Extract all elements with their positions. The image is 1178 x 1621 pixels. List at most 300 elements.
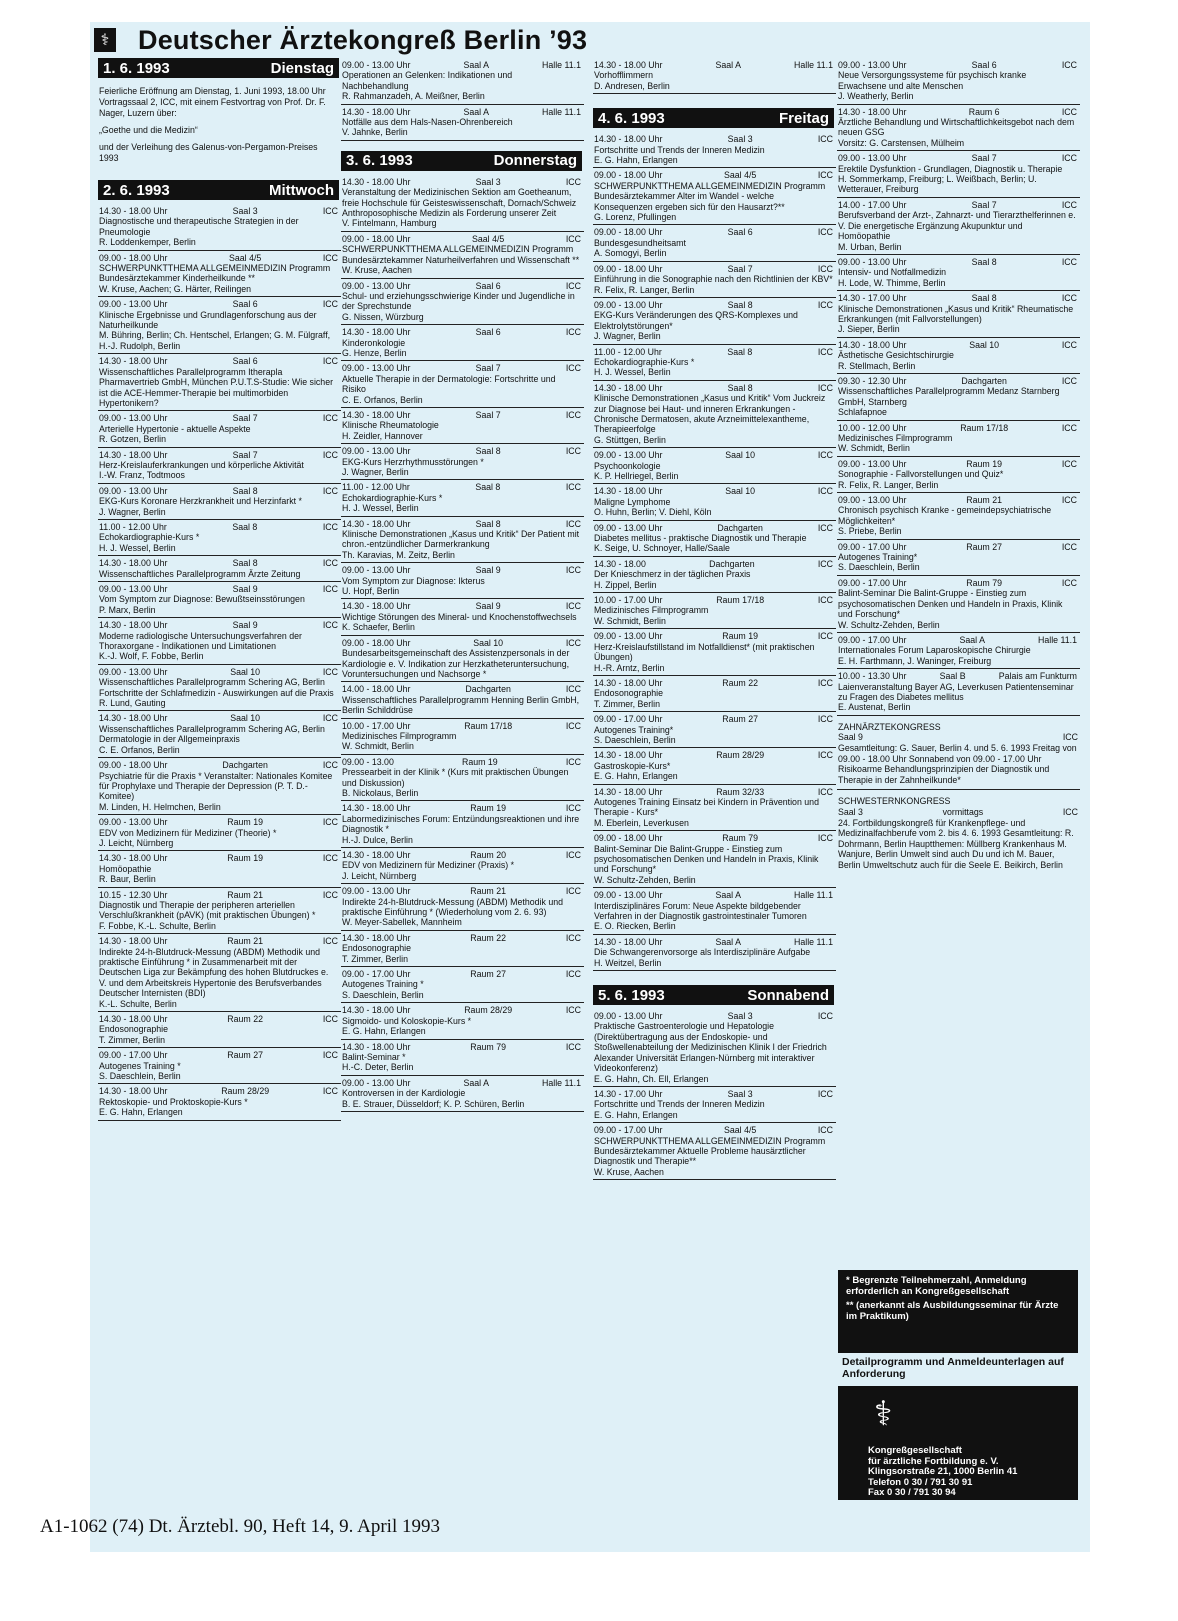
event-time-room-row [594,937,833,947]
event-room: Raum 27 [966,541,1002,552]
event-venue: ICC [322,558,338,569]
event-venue: ICC [565,565,581,576]
event-time-room-row [342,60,581,70]
event-time-room-row [838,107,1077,117]
event-title: Moderne radiologische Untersuchungsverfahren der Thoraxorgane - Indikationen und Limitationen [99,630,302,652]
event-entry [837,374,1080,421]
event-room: Saal 4/5 [229,252,262,263]
event-venue: ICC [817,786,833,797]
event-venue: ICC [817,486,833,497]
event-title: Diagnostische und therapeutische Strategien in der Pneumologie [99,216,299,237]
event-time-room-row [594,134,833,144]
event-room: Raum 79 [470,1041,506,1052]
event-time-room-row [99,253,338,263]
event-time-room-row [342,410,581,420]
event-room: Saal 8 [475,518,501,529]
registration-notice [838,1270,1078,1353]
event-time: 09.00 - 13.00 Uhr [594,450,663,461]
event-list [593,132,836,971]
event-title: Vom Symptom zur Diagnose: Bewußtseinsstörungen [99,594,305,605]
event-title: EKG-Kurs Veränderungen des QRS-Komplexes und Elektrolytstörungen* [594,310,798,331]
event-venue: ICC [817,631,833,642]
event-speaker: I.-W. Franz, Todtmoos [99,470,185,481]
event-time: 09.00 - 13.00 Uhr [594,1011,663,1022]
event-time: 14.00 - 17.00 Uhr [838,199,907,210]
event-entry [341,755,584,802]
event-venue: ICC [1061,375,1077,386]
event-room: Saal 3 [727,1088,753,1099]
event-room: Raum 17/18 [464,720,513,731]
event-entry [837,255,1080,291]
event-speaker: R. Rahmanzadeh, A. Meißner, Berlin [342,91,485,102]
event-time: 14.30 - 18.00 Uhr [99,1014,168,1025]
event-entry [837,198,1080,255]
event-speaker: M. Linden, H. Helmchen, Berlin [99,801,221,812]
event-venue: ICC [817,382,833,393]
event-speaker: E. O. Riecken, Berlin [594,921,676,932]
event-time-room-row [594,750,833,760]
event-speaker: C. E. Orfanos, Berlin [99,744,180,755]
day-date: 4. 6. 1993 [598,109,665,127]
event-room: Saal 10 [473,637,504,648]
event-entry [341,719,584,755]
event-title: Balint-Seminar * [342,1051,406,1062]
event-room: Raum 19 [227,853,263,864]
event-room: Saal A [463,106,489,117]
event-venue: ICC [322,1086,338,1097]
event-title: EKG-Kurs Koronare Herzkrankheit und Herzinfarkt * [99,496,302,507]
event-room: Raum 21 [227,889,263,900]
event-venue: Halle 11.1 [542,60,581,70]
event-time: 09.00 - 18.00 Uhr [99,760,168,771]
event-room: Raum 27 [470,969,506,980]
event-time-room-row [342,1078,581,1088]
event-speaker: S. Daeschlein, Berlin [838,562,920,573]
event-time-room-row [838,542,1077,552]
event-title: Einführung in die Sonographie nach den Richtlinien der KBV* [594,274,833,285]
event-time: 14.00 - 18.00 Uhr [342,684,411,695]
event-room: Saal 4/5 [724,1125,757,1136]
event-speaker: M. Urban, Berlin [838,241,902,252]
event-speaker: R. Baur, Berlin [99,874,156,885]
event-time: 14.30 - 18.00 Uhr [99,936,168,947]
event-title: Ästhetische Gesichtschirurgie [838,350,954,361]
event-speaker: H.-R. Arntz, Berlin [594,662,665,673]
event-time: 09.00 - 18.00 Uhr [342,233,411,244]
event-speaker: J. Wagner, Berlin [99,506,166,517]
event-venue: ICC [1061,541,1077,552]
organizer-logo-icon: ⚕ [874,1394,893,1434]
event-time-room-row [99,1086,338,1096]
event-time-room-row [99,356,338,366]
event-room: Raum 22 [470,932,506,943]
event-entry [837,669,1080,716]
event-time-room-row [99,522,338,532]
event-time-room-row [99,853,338,863]
event-title: Wissenschaftliches Parallelprogramm Ärzte Zeitung [99,568,301,579]
event-speaker: Schlafapnoe [838,407,887,418]
event-title: Klinische Rheumatologie [342,420,439,431]
event-title: Aktuelle Therapie in der Dermatologie: Fortschritte und Risiko [342,373,556,395]
event-speaker: G. Nissen, Würzburg [342,311,424,322]
event-time: 14.30 - 18.00 Uhr [594,750,663,761]
event-title: Fortschritte und Trends der Inneren Medizin [594,1099,765,1110]
event-venue: ICC [322,713,338,724]
event-room: Saal 8 [727,299,753,310]
event-room: Raum 32/33 [716,786,765,797]
event-entry [341,848,584,884]
event-venue: ICC [817,595,833,606]
event-title: Der Knieschmerz in der täglichen Praxis [594,569,751,580]
event-venue: ICC [322,889,338,900]
event-time-room-row [594,890,833,900]
event-room: Raum 20 [470,850,506,860]
dental-congress-title: ZAHNÄRZTEKONGRESS [838,721,941,732]
event-venue: ICC [1061,293,1077,304]
event-speaker: H.-J. Dulce, Berlin [342,834,413,845]
event-venue: ICC [565,969,581,980]
event-time: 14.30 - 17.00 Uhr [838,293,907,304]
event-speaker: H. J. Wessel, Berlin [594,367,671,378]
event-speaker: E. G. Hahn, Erlangen [594,1109,678,1120]
event-venue: ICC [322,936,338,947]
event-room: Saal 10 [969,339,1000,350]
event-entry [98,204,341,251]
organizer-street: Klingsorstraße 21, 1000 Berlin 41 [868,1466,1018,1477]
event-room: Raum 19 [966,458,1002,469]
event-time-room-row [99,936,338,946]
event-title: Erektile Dysfunktion - Grundlagen, Diagnostik u. Therapie [838,163,1063,174]
event-entry [341,1040,584,1076]
dental-congress [837,716,1080,791]
event-time: 14.30 - 18.00 Uhr [594,60,663,70]
event-speaker: R. Felix, R. Langer, Berlin [594,284,695,295]
event-venue: ICC [1061,458,1077,469]
event-time: 11.00 - 12.00 Uhr [342,482,410,493]
event-entry [98,354,341,411]
event-speaker: S. Priebe, Berlin [838,526,902,537]
event-entry [341,884,584,931]
event-entry [341,444,584,480]
event-speaker: J. Leicht, Nürnberg [342,870,417,881]
event-entry [341,517,584,564]
event-speaker: S. Daeschlein, Berlin [99,1071,181,1082]
dental-congress-room-row [838,732,1078,743]
event-entry [341,279,584,326]
event-entry [341,563,584,599]
event-room: Raum 19 [227,817,263,828]
event-time-room-row [838,60,1077,70]
event-speaker: J. Wagner, Berlin [594,331,661,342]
event-time: 14.30 - 18.00 Uhr [342,409,411,420]
event-list [98,204,341,1121]
event-venue: ICC [565,327,581,338]
event-speaker: K.-J. Wolf, F. Fobbe, Berlin [99,651,204,662]
event-title: Homöopathie [99,863,152,874]
nursing-congress-details: 24. Fortbildungskongreß für Krankenpflege- und Medizinalfachberufe vom 2. bis 4. 6. 1993 Gesamtleitung: R. Dohrmann, Berlin Hauptthemen: Müllberg Krankenhaus M. Wanjure, Berlin Umwelt sind auch Du und ich M. Bauer, Berlin Umweltschutz auch für die Seele E. Beikirch, Berlin [838,817,1074,870]
event-time: 14.30 - 18.00 Uhr [342,518,411,529]
event-time-room-row [99,713,338,723]
opening-info [98,82,341,180]
event-entry [341,1003,584,1039]
event-speaker: K. Schaefer, Berlin [342,622,415,633]
event-time-room-row [594,787,833,797]
event-venue: ICC [817,263,833,274]
event-entry [98,484,341,520]
event-time-room-row [99,890,338,900]
event-time: 09.00 - 17.00 Uhr [594,714,663,725]
event-time-room-row [594,1125,833,1135]
event-time-room-row [594,833,833,843]
event-time-room-row [594,1089,833,1099]
event-speaker: J. Leicht, Nürnberg [99,837,174,848]
day-date: 2. 6. 1993 [103,181,170,199]
event-time-room-row [838,635,1077,645]
event-room: Dachgarten [222,760,268,771]
event-room: Saal 7 [727,263,753,274]
event-title: Autogenes Training * [99,1060,181,1071]
event-time: 14.30 - 18.00 Uhr [99,558,168,569]
event-time-room-row [342,601,581,611]
event-room: Dachgarten [709,558,755,569]
event-venue: Palais am Funkturm [998,671,1077,682]
nursing-congress-title: SCHWESTERNKONGRESS [838,796,951,807]
event-venue: Halle 11.1 [542,106,581,117]
event-room: Saal A [715,60,741,70]
event-time-room-row [838,153,1077,163]
event-entry [837,576,1080,633]
event-room: Saal 9 [232,584,258,594]
event-venue: ICC [322,620,338,631]
event-venue: ICC [817,558,833,569]
event-entry [98,888,341,935]
event-time-room-row [838,423,1077,433]
event-venue: ICC [322,817,338,828]
event-room: Raum 79 [722,833,758,844]
event-title: Indirekte 24-h-Blutdruck-Messung (ABDM) Methodik und praktische Einführung * in Zusammenarbeit mit der Deutschen Liga zur Bekämpfung des hohen Blutdruckes e. V. und dem Arbeitskreis Hypertonie des Berufsverbandes Deutscher Internisten (BDI) [99,946,329,999]
event-speaker: R. Gotzen, Berlin [99,434,166,445]
event-entry [593,168,836,225]
event-time: 09.00 - 13.00 Uhr [99,485,168,496]
event-time-room-row [342,327,581,337]
event-speaker: J. Weatherly, Berlin [838,91,914,102]
event-speaker: S. Daeschlein, Berlin [594,734,676,745]
event-time-room-row [99,299,338,309]
event-venue: Halle 11.1 [794,60,833,70]
event-title: Balint-Seminar Die Balint-Gruppe - Einstieg zum psychosomatischen Denken und Handeln in Praxis, Klinik und Forschung* [594,843,819,875]
event-time: 14.30 - 18.00 Uhr [594,382,663,393]
event-time: 09.00 - 17.00 Uhr [99,1050,168,1061]
event-time: 09.00 - 13.00 Uhr [99,584,168,594]
event-room: Saal 7 [971,199,997,210]
event-room: Raum 17/18 [716,595,765,606]
organizer-phone: Telefon 0 30 / 791 30 91 [868,1476,973,1488]
event-time: 10.00 - 17.00 Uhr [342,720,411,731]
event-time: 14.30 - 18.00 Uhr [342,601,411,612]
event-title: Endosonographie [342,943,411,954]
event-list [341,175,584,1112]
event-time: 14.30 - 18.00 Uhr [594,677,663,688]
event-room: Saal A [959,634,985,645]
opening-award: und der Verleihung des Galenus-von-Pergamon-Preises 1993 [99,142,318,163]
event-room: Saal A [715,890,741,901]
event-speaker: K. P. Hellriegel, Berlin [594,471,679,481]
event-room: Raum 22 [722,677,758,688]
event-room: Raum 27 [722,714,758,725]
event-entry [593,345,836,381]
event-room: Raum 21 [470,886,506,897]
event-time: 09.00 - 13.00 Uhr [838,495,907,506]
column-2 [341,58,584,1112]
event-time: 09.00 - 18.00 Uhr [594,170,663,181]
event-list [341,58,584,141]
event-venue: ICC [565,446,581,457]
event-venue: ICC [565,233,581,244]
event-title: Echokardiographie-Kurs * [342,492,443,503]
event-venue: ICC [565,932,581,943]
event-entry [593,521,836,557]
event-room: Raum 28/29 [716,750,765,761]
page-title: Deutscher Ärztekongreß Berlin ’93 [138,24,588,55]
event-room: Saal 6 [475,327,501,338]
event-speaker: H. J. Wessel, Berlin [342,503,419,514]
event-title: Herz-Kreislaufstillstand im Notfalldienst* (mit praktischen Übungen) [594,641,815,663]
nursing-congress [837,790,1080,874]
event-entry [593,1009,836,1087]
event-title: Klinische Demonstrationen „Kasus und Kritik“ Vom Juckreiz zur Diagnose bei Haut- und inneren Erkrankungen - Chronische Dermatosen, akute Arzneimittelexantheme, Therapieerfolge [594,393,826,435]
event-time-room-row [594,523,833,533]
event-speaker: T. Zimmer, Berlin [342,953,408,964]
event-time: 14.30 - 18.00 Uhr [342,106,411,117]
event-time: 14.30 - 18.00 Uhr [342,1041,411,1052]
event-speaker: R. Stellmach, Berlin [838,360,916,371]
event-room: Dachgarten [465,684,511,695]
event-room: Saal 9 [475,565,501,576]
event-venue: ICC [565,482,581,493]
event-venue: ICC [817,833,833,844]
event-time: 09.00 - 17.00 Uhr [838,541,907,552]
event-title: Vom Symptom zur Diagnose: Ikterus [342,575,485,586]
event-time: 09.00 - 13.00 Uhr [99,666,168,677]
event-venue: ICC [565,1005,581,1016]
column-4 [837,58,1080,874]
event-entry [98,556,341,582]
day-weekday: Sonnabend [747,986,829,1004]
event-room: Saal 10 [725,450,756,461]
event-title: Praktische Gastroenterologie und Hepatologie (Direktübertragung aus der Endoskopie- und Stoßwellenabteilung der Medizinischen Klinik I der Friedrich Alexander Universität Erlangen-Nürnberg mit interaktiver Videokonferenz) [594,1021,827,1074]
event-time-room-row [594,347,833,357]
event-entry [593,298,836,345]
event-entry [98,1048,341,1084]
event-speaker: Th. Karavias, M. Zeitz, Berlin [342,549,455,560]
event-room: Dachgarten [961,375,1007,386]
event-room: Raum 17/18 [960,422,1009,433]
event-entry [593,712,836,748]
event-entry [98,582,341,618]
event-time: 09.00 - 13.00 Uhr [342,60,411,70]
event-speaker: M. Bühring, Berlin; Ch. Hentschel, Erlangen; G. M. Fülgraff, H.-J. Rudolph, Berlin [99,330,331,351]
event-room: Saal 6 [475,280,501,291]
event-room: Raum 79 [966,577,1002,588]
event-venue: ICC [817,299,833,310]
event-time-room-row [342,281,581,291]
event-time-room-row [99,558,338,568]
event-speaker: E. G. Hahn, Erlangen [594,155,678,166]
event-speaker: V. Fintelmann, Hamburg [342,218,437,229]
event-time-room-row [838,257,1077,267]
event-time-room-row [838,671,1077,681]
event-time-room-row [342,446,581,456]
event-title: Herz-Kreislauferkrankungen und körperliche Aktivität [99,459,304,470]
event-room: Saal 6 [232,299,258,310]
event-venue: ICC [322,485,338,496]
event-time-room-row [99,206,338,216]
event-time-room-row [342,638,581,648]
event-entry [341,682,584,718]
event-entry [837,633,1080,669]
event-venue: ICC [1061,106,1077,117]
event-title: Operationen an Gelenken: Indikationen und Nachbehandlung [342,70,513,91]
event-time: 09.00 - 18.00 Uhr [594,227,663,238]
event-speaker: E. Austenat, Berlin [838,702,911,713]
event-entry [341,967,584,1003]
event-time: 14.30 - 18.00 Uhr [342,176,411,187]
event-time: 09.00 - 13.00 Uhr [342,280,411,291]
event-venue: ICC [322,449,338,460]
event-time-room-row [594,631,833,641]
event-venue: ICC [322,1014,338,1025]
event-time: 14.30 - 18.00 Uhr [99,356,168,367]
event-speaker: G. Henze, Berlin [342,347,407,358]
event-venue: ICC [1061,577,1077,588]
event-room: Saal B [939,671,966,682]
event-entry [98,520,341,556]
event-room: Saal 6 [971,60,997,70]
event-time: 09.00 - 13.00 Uhr [99,413,168,424]
event-room: Saal 3 [838,806,863,817]
event-time-room-row [99,413,338,423]
event-speaker: W. Schmidt, Berlin [342,741,414,752]
event-venue: ICC [565,176,581,187]
event-room: Saal 10 [725,486,756,497]
event-speaker: B. E. Strauer, Düsseldorf; K. P. Schüren, Berlin [342,1098,525,1109]
event-title: Autogenes Training Einsatz bei Kindern in Prävention und Therapie - Kurs* [594,796,819,818]
event-room: Raum 6 [968,106,1000,117]
event-speaker: H. Zeidler, Hannover [342,430,423,441]
event-time-room-row [99,486,338,496]
organizer-box [838,1386,1078,1500]
event-entry [593,676,836,712]
event-room: Saal 8 [232,485,258,496]
event-venue: ICC [1061,422,1077,433]
event-entry [593,381,836,448]
event-time-room-row [342,969,581,979]
event-time: 14.30 - 18.00 Uhr [99,620,168,631]
event-room: Saal 7 [232,449,258,460]
event-entry [837,338,1080,374]
event-venue: ICC [565,850,581,860]
notice-limited-seats: * Begrenzte Teilnehmerzahl, Anmeldung erforderlich an Kongreßgesellschaft [846,1275,1027,1297]
event-speaker: W. Kruse, Aachen [342,265,412,276]
event-venue: ICC [322,1050,338,1061]
event-venue: ICC [322,252,338,263]
event-title: Diagnostik und Therapie der peripheren arteriellen Verschlußkrankheit (pAVK) (mit praktischen Übungen) * [99,899,316,921]
event-entry [341,105,584,141]
event-room: Saal 8 [475,446,501,457]
event-entry [593,831,836,888]
event-speaker: W. Schultz-Zehden, Berlin [594,874,696,885]
event-venue: ICC [565,280,581,291]
